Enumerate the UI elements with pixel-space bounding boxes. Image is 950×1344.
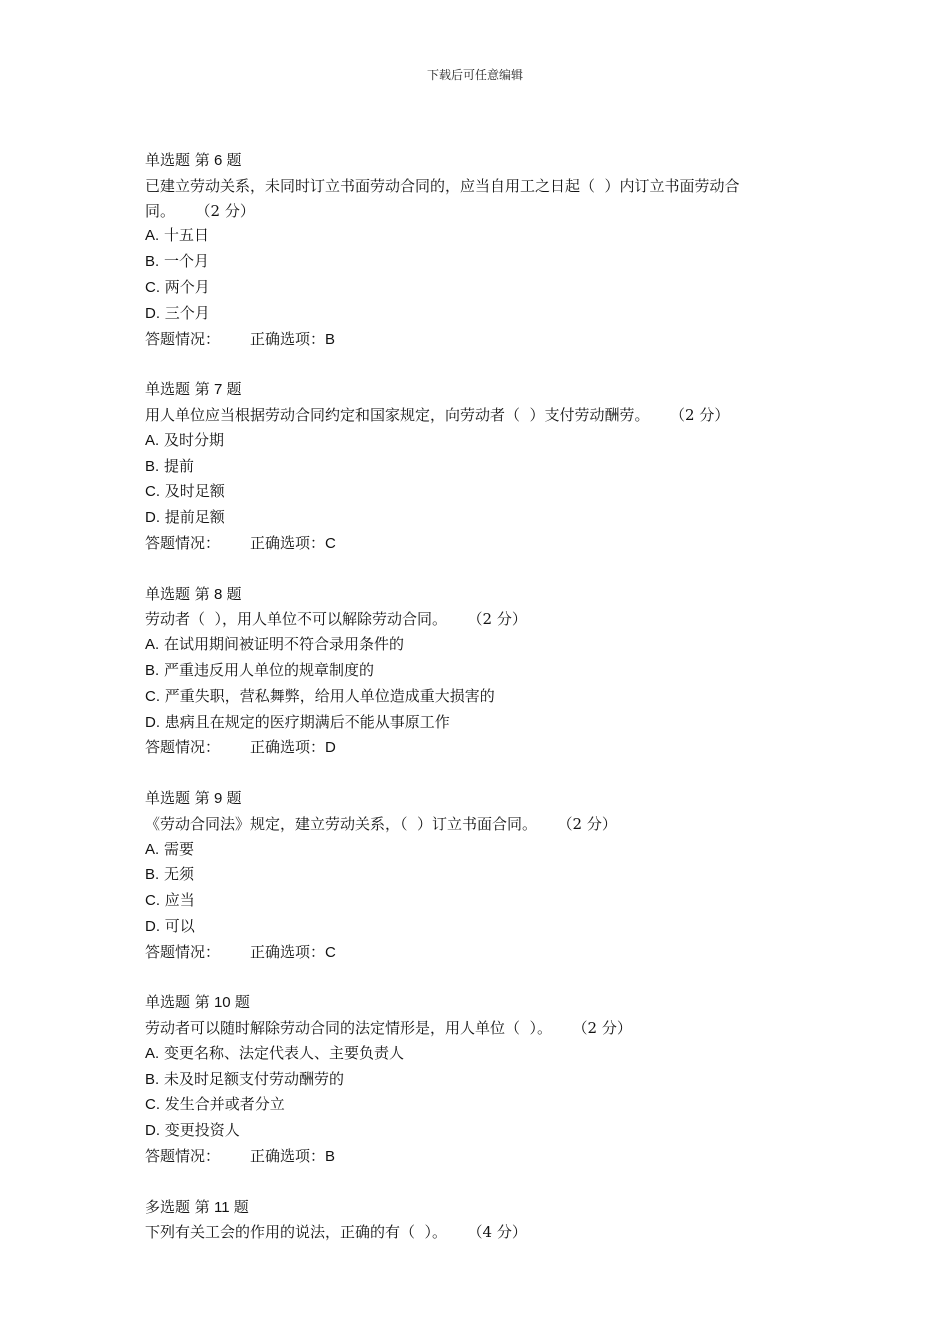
question-type: 单选题	[145, 993, 191, 1012]
question-number: 第 8 题	[194, 585, 242, 603]
answer-label: 答题情况：	[145, 533, 221, 552]
question-points: （2 分）	[565, 814, 617, 833]
option-letter: A.	[145, 431, 160, 449]
option-text: 应当	[164, 891, 195, 910]
question-title	[145, 148, 815, 174]
question-title	[145, 582, 815, 608]
question-10	[145, 990, 815, 1170]
stem-text: 用人单位应当根据劳动合同约定和国家规定，向劳动者（ ）支付劳动酬劳。	[145, 405, 650, 424]
question-type: 多选题	[145, 1197, 191, 1216]
question-points: （2 分）	[580, 1019, 632, 1038]
option-text: 无须	[163, 865, 194, 884]
question-number: 第 6 题	[194, 152, 242, 169]
correct-option: B	[325, 330, 336, 348]
option-a	[145, 223, 815, 249]
correct-answer	[250, 330, 335, 348]
answer-row	[145, 940, 815, 966]
correct-label: 正确选项：	[250, 738, 326, 757]
question-8	[145, 582, 815, 762]
option-letter: B.	[145, 866, 160, 884]
option-a	[145, 837, 815, 863]
option-letter: D.	[145, 1122, 160, 1140]
option-letter: A.	[145, 840, 160, 858]
option-text: 患病且在规定的医疗期满后不能从事原工作	[164, 712, 450, 731]
question-type: 单选题	[145, 151, 191, 169]
option-b	[145, 454, 815, 480]
correct-answer	[250, 1147, 335, 1165]
question-stem	[145, 1220, 815, 1245]
option-b	[145, 658, 815, 684]
question-number: 第 11 题	[194, 1198, 249, 1216]
option-text: 发生合并或者分立	[164, 1095, 285, 1114]
stem-text: 劳动者（ ），用人单位不可以解除劳动合同。	[145, 610, 448, 629]
question-9	[145, 786, 815, 966]
option-text: 提前	[163, 456, 194, 475]
answer-row	[145, 1144, 815, 1170]
option-letter: B.	[145, 661, 160, 679]
option-a	[145, 1041, 815, 1067]
question-stem: 已建立劳动关系，未同时订立书面劳动合同的，应当自用工之日起（ ）内订立书面劳动合	[145, 176, 740, 195]
option-letter: C.	[145, 278, 160, 296]
question-title	[145, 786, 815, 812]
option-text: 严重失职，营私舞弊，给用人单位造成重大损害的	[164, 686, 495, 705]
answer-row	[145, 735, 815, 761]
option-text: 十五日	[163, 226, 209, 245]
option-letter: B.	[145, 253, 160, 271]
correct-option: C	[325, 534, 336, 552]
option-a	[145, 632, 815, 658]
option-d	[145, 301, 815, 327]
correct-label: 正确选项：	[250, 942, 326, 961]
question-stem	[145, 1016, 815, 1041]
question-stem-cont	[145, 199, 815, 224]
question-points: （2 分）	[203, 201, 255, 220]
question-points: （2 分）	[677, 405, 730, 424]
option-text: 未及时足额支付劳动酬劳的	[163, 1069, 344, 1088]
stem-text: 《劳动合同法》规定，建立劳动关系，（ ）订立书面合同。	[145, 814, 538, 833]
answer-label: 答题情况：	[145, 738, 221, 757]
option-letter: D.	[145, 509, 160, 527]
option-a	[145, 428, 815, 454]
option-b	[145, 862, 815, 888]
option-text: 变更投资人	[164, 1121, 240, 1140]
question-number: 第 7 题	[194, 381, 242, 399]
question-stem	[145, 403, 815, 428]
option-letter: B.	[145, 1070, 160, 1088]
page-header: 下载后可任意编辑	[426, 68, 523, 82]
answer-label: 答题情况：	[145, 942, 221, 961]
answer-row	[145, 327, 815, 353]
correct-answer	[250, 534, 336, 552]
option-d	[145, 914, 815, 940]
option-d	[145, 505, 815, 531]
option-text: 一个月	[163, 252, 209, 271]
option-letter: A.	[145, 1044, 160, 1062]
correct-label: 正确选项：	[250, 1147, 326, 1166]
correct-answer	[250, 738, 336, 756]
option-letter: D.	[145, 713, 160, 731]
option-c	[145, 888, 815, 914]
stem-text: 劳动者可以随时解除劳动合同的法定情形是，用人单位（ ）。	[145, 1019, 553, 1038]
option-letter: C.	[145, 483, 160, 501]
question-stem	[145, 812, 815, 837]
question-points: （4 分）	[475, 1223, 527, 1242]
correct-answer	[250, 943, 336, 961]
question-stem	[145, 607, 815, 632]
question-title	[145, 990, 815, 1016]
option-letter: C.	[145, 892, 160, 910]
option-text: 需要	[163, 839, 194, 858]
answer-row	[145, 531, 815, 557]
option-text: 提前足额	[164, 508, 225, 527]
option-letter: A.	[145, 636, 160, 654]
correct-label: 正确选项：	[250, 329, 326, 348]
option-c	[145, 275, 815, 301]
option-text: 两个月	[164, 277, 210, 296]
option-c	[145, 479, 815, 505]
stem-text: 同。	[145, 201, 176, 220]
question-7	[145, 377, 815, 557]
option-text: 在试用期间被证明不符合录用条件的	[163, 635, 404, 654]
option-text: 及时足额	[164, 482, 225, 501]
correct-option: D	[325, 739, 336, 757]
option-letter: B.	[145, 457, 160, 475]
correct-option: B	[325, 1148, 336, 1166]
answer-label: 答题情况：	[145, 329, 221, 348]
option-d	[145, 710, 815, 736]
correct-label: 正确选项：	[250, 533, 326, 552]
option-b	[145, 1067, 815, 1093]
option-letter: C.	[145, 687, 160, 705]
question-type: 单选题	[145, 380, 191, 399]
option-text: 及时分期	[163, 430, 224, 449]
option-letter: D.	[145, 917, 160, 935]
question-title	[145, 377, 815, 403]
question-type: 单选题	[145, 584, 191, 603]
option-text: 可以	[164, 916, 195, 935]
stem-text: 下列有关工会的作用的说法，正确的有（ ）。	[145, 1223, 448, 1242]
question-points: （2 分）	[475, 610, 527, 629]
question-11	[145, 1195, 815, 1246]
question-number: 第 9 题	[194, 789, 242, 807]
option-text: 严重违反用人单位的规章制度的	[163, 660, 374, 679]
option-text: 三个月	[164, 303, 210, 322]
option-letter: C.	[145, 1096, 160, 1114]
option-b	[145, 249, 815, 275]
answer-label: 答题情况：	[145, 1147, 221, 1166]
option-letter: D.	[145, 304, 160, 322]
document-body	[145, 148, 815, 1270]
question-6	[145, 148, 815, 352]
option-c	[145, 1092, 815, 1118]
correct-option: C	[325, 943, 336, 961]
question-number: 第 10 题	[194, 994, 250, 1012]
option-c	[145, 684, 815, 710]
option-letter: A.	[145, 227, 160, 245]
question-title	[145, 1195, 815, 1221]
option-d	[145, 1118, 815, 1144]
question-type: 单选题	[145, 788, 191, 807]
option-text: 变更名称、法定代表人、主要负责人	[163, 1043, 404, 1062]
